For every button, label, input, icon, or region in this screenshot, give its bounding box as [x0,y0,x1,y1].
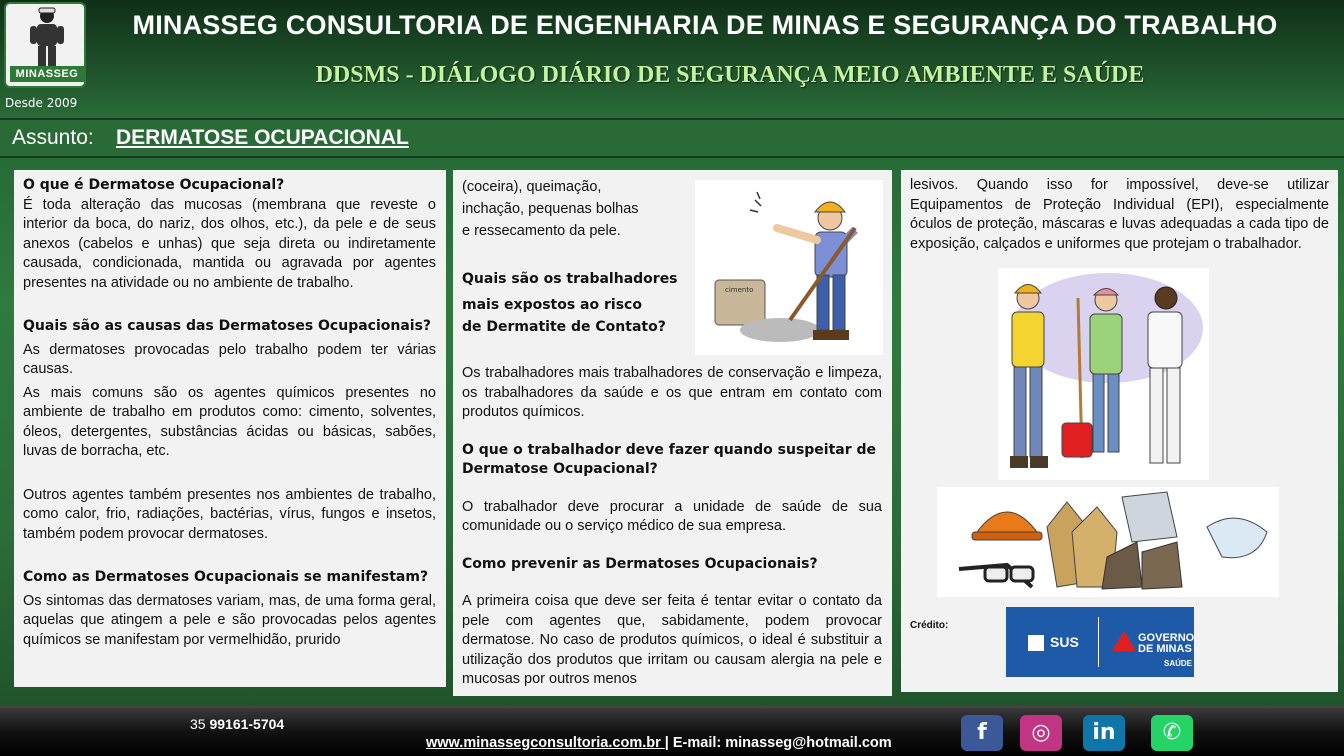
answer-text: Outros agentes também presentes nos ambientes de trabalho, como calor, frio, radiações, bactérias, vírus, fungos e insetos, também podem provocar dermatoses. [23,486,436,542]
answer-text: A primeira coisa que deve ser feita é tentar evitar o contato da pele com agentes que, sabidamente, podem provocar dermatose. No caso de produtos químicos, o ideal é substituir a utilização dos produtos que irritam ou causam alergia na pele e mucosas por outros menos [462,593,882,687]
answer-text: (coceira), queimação, [462,179,602,195]
question-heading: O que o trabalhador deve fazer quando suspeitar de Dermatose Ocupacional? [462,441,877,477]
answer-text: O trabalhador deve procurar a unidade de saúde de sua comunidade ou o serviço médico de sua empresa. [462,498,882,534]
sus-government-logo [1006,607,1194,677]
question-heading: Como prevenir as Dermatoses Ocupacionais? [462,555,818,572]
email-address[interactable]: minasseg@hotmail.com [725,735,892,751]
question-heading: O que é Dermatose Ocupacional? [23,177,285,193]
answer-text: e ressecamento da pele. [462,223,621,239]
answer-text: Os sintomas das dermatoses variam, mas, de uma forma geral, aquelas que atingem a pele e são provocadas pelos agentes químicos se manifestam por vermelhidão, prurido [23,592,436,648]
question-heading: Como as Dermatoses Ocupacionais se manifestam? [23,569,429,585]
page-subtitle: DDSMS - DIÁLOGO DIÁRIO DE SEGURANÇA MEIO AMBIENTE E SAÚDE [315,62,1145,88]
company-logo [4,2,86,88]
phone-number: 35 99161-5704 [190,716,285,732]
answer-text: inchação, pequenas bolhas [462,201,639,217]
logo-text: MINASSEG [10,66,84,82]
gov-text-2: DE MINAS [1138,643,1192,655]
question-heading: Quais são as causas das Dermatoses Ocupacionais? [23,318,432,334]
whatsapp-icon[interactable]: ✆ [1151,715,1193,751]
answer-text: É toda alteração das mucosas (membrana que reveste o interior da boca, do nariz, dos olhos, etc.), da pele e de seus anexos (cabelos e unhas) que seja direta ou indiretamente causada, condicionada, mantida ou agravada por agentes presentes na atividade ou no ambiente de trabalho. [23,196,436,291]
sus-text: SUS [1050,634,1079,650]
credit-label: Crédito: [910,620,949,631]
question-heading: de Dermatite de Contato? [462,319,666,335]
gov-text-3: SAÚDE [1164,659,1193,668]
page-title: MINASSEG CONSULTORIA DE ENGENHARIA DE MINAS E SEGURANÇA DO TRABALHO [132,10,1278,40]
sus-cross-icon [1028,635,1044,651]
instagram-icon[interactable]: ◎ [1020,715,1062,751]
cement-bag-label: cimento [725,286,754,294]
question-heading: mais expostos ao risco [462,297,642,313]
subject-value: DERMATOSE OCUPACIONAL [116,126,409,149]
subject-label: Assunto: [12,126,94,149]
ppe-equipment-illustration [937,487,1279,597]
contact-line [426,735,892,751]
workers-group-illustration [998,268,1209,480]
answer-text: As dermatoses provocadas pelo trabalho podem ter várias causas. [23,341,436,377]
footer [0,706,1344,756]
answer-text: lesivos. Quando isso for impossível, deve-se utilizar Equipamentos de Proteção Individual (EPI), especialmente óculos de proteção, máscaras e luvas adequadas a cada tipo de exposição, calçados e uniformes que protejam o trabalhador. [910,177,1329,252]
subject-bar [0,118,1344,158]
worker-logo-icon [6,4,86,74]
facebook-icon[interactable]: f [961,715,1003,751]
question-heading: Quais são os trabalhadores [462,271,678,287]
email-label: | E-mail: [664,735,726,751]
gov-triangle-icon [1112,631,1136,651]
since-label: Desde 2009 [5,96,78,110]
text-panel-1 [14,170,446,687]
answer-text: As mais comuns são os agentes químicos presentes no ambiente de trabalho em produtos como: cimento, solventes, óleos, detergentes, substâncias ácidas ou básicas, sabões, luvas de borracha, etc. [23,384,436,459]
linkedin-icon[interactable]: in [1083,715,1125,751]
answer-text: Os trabalhadores mais trabalhadores de conservação e limpeza, os trabalhadores da saúde e os que entram em contato com produtos químicos. [462,365,882,420]
worker-itching-illustration [695,180,883,355]
website-link[interactable]: www.minassegconsultoria.com.br [426,735,665,751]
gov-text-1: GOVERNO [1138,632,1195,644]
